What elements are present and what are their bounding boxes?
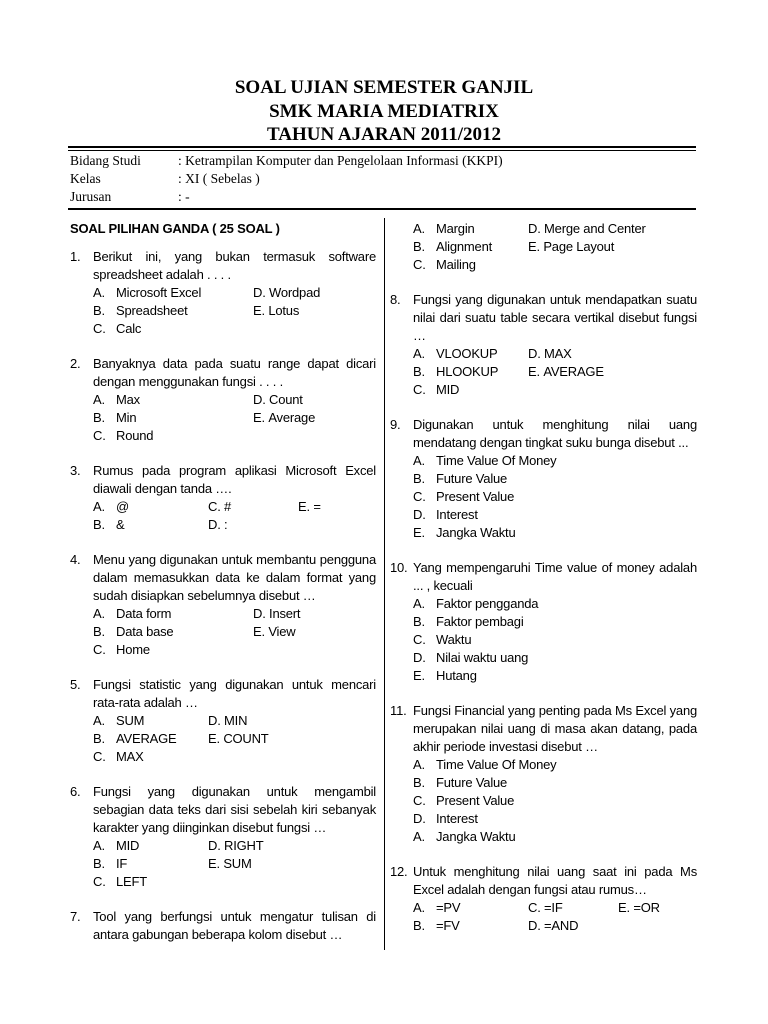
option-e[interactable]: E. Lotus (253, 303, 300, 318)
option-d[interactable]: D. Insert (253, 606, 301, 621)
question-text: Banyaknya data pada suatu range dapat dicari dengan menggunakan fungsi . . . . (93, 356, 376, 389)
option-e[interactable]: E. Jangka Waktu (413, 525, 516, 540)
question-number: 8. (390, 292, 401, 307)
left-column (70, 220, 376, 961)
option-d[interactable]: D. Wordpad (253, 285, 321, 300)
question-text: Tool yang berfungsi untuk mengatur tulisan di antara gabungan beberapa kolom disebut … (93, 909, 376, 942)
option-c[interactable]: C. Present Value (413, 793, 515, 808)
option-b[interactable]: B. HLOOKUP (413, 364, 499, 379)
option-b[interactable]: B. Spreadsheet (93, 303, 188, 318)
header-school: SMK MARIA MEDIATRIX (269, 100, 499, 122)
info-label: Kelas (70, 171, 101, 186)
question-number: 4. (70, 552, 81, 567)
option-c[interactable]: C. Calc (93, 321, 142, 336)
header-rule-thick (68, 146, 696, 148)
option-d[interactable]: D. MAX (528, 346, 572, 361)
question-9 (390, 416, 697, 542)
question-4 (70, 551, 376, 659)
question-11 (390, 702, 697, 846)
option-b[interactable]: B. Future Value (413, 775, 508, 790)
option-a[interactable]: A. Margin (413, 221, 475, 236)
option-b[interactable]: B. IF (93, 856, 128, 871)
option-a[interactable]: A. VLOOKUP (413, 346, 498, 361)
option-c[interactable]: C. MAX (93, 749, 144, 764)
question-text: Digunakan untuk menghitung nilai uang mendatang dengan tingkat suku bunga disebut ... (413, 417, 697, 450)
option-e[interactable]: E. = (298, 499, 321, 514)
header-title: SOAL UJIAN SEMESTER GANJIL (234, 77, 534, 98)
option-a[interactable]: A. =PV (413, 900, 461, 915)
question-text: Rumus pada program aplikasi Microsoft Excel diawali dengan tanda …. (93, 463, 376, 496)
option-a[interactable]: A. Faktor pengganda (413, 596, 539, 611)
option-c[interactable]: C. Mailing (413, 257, 476, 272)
question-12 (390, 863, 697, 935)
question-number: 10. (390, 560, 408, 575)
question-text: Fungsi Financial yang penting pada Ms Excel yang merupakan nilai uang di masa akan datang, pada akhir periode investasi disebut … (413, 703, 697, 754)
question-3 (70, 462, 376, 534)
option-a[interactable]: A. SUM (93, 713, 145, 728)
option-b[interactable]: B. Alignment (413, 239, 493, 254)
question-text: Fungsi yang digunakan untuk mengambil sebagian data teks dari sisi sebelah kiri sebanyak karakter yang diinginkan disebut fungsi … (93, 784, 376, 835)
option-d[interactable]: D. Merge and Center (528, 221, 646, 236)
option-b[interactable]: B. Min (93, 410, 137, 425)
option-c[interactable]: C. =IF (528, 900, 563, 915)
question-number: 2. (70, 356, 81, 371)
question-7 (70, 908, 376, 944)
option-e[interactable]: E. View (253, 624, 296, 639)
option-c[interactable]: C. Home (93, 642, 150, 657)
option-d[interactable]: D. Count (253, 392, 303, 407)
question-number: 11. (390, 703, 407, 718)
question-8 (390, 291, 697, 399)
exam-info (70, 152, 503, 206)
question-5 (70, 676, 376, 766)
option-b[interactable]: B. Future Value (413, 471, 508, 486)
question-1 (70, 248, 376, 338)
option-c[interactable]: C. # (208, 499, 232, 514)
header-year: TAHUN AJARAN 2011/2012 (267, 124, 501, 145)
question-number: 12. (390, 864, 408, 879)
option-e[interactable]: A. Jangka Waktu (413, 829, 516, 844)
option-a[interactable]: A. Max (93, 392, 140, 407)
info-label: Jurusan (70, 189, 112, 204)
question-text: Berikut ini, yang bukan termasuk software spreadsheet adalah . . . . (93, 249, 376, 282)
option-e[interactable]: E. COUNT (208, 731, 269, 746)
question-10 (390, 559, 697, 685)
question-text: Yang mempengaruhi Time value of money adalah ... , kecuali (413, 560, 697, 593)
question-text: Menu yang digunakan untuk membantu pengguna dalam memasukkan data ke dalam format yang sudah disiapkan sebelumnya disebut … (93, 552, 376, 603)
option-a[interactable]: A. @ (93, 499, 129, 514)
option-c[interactable]: C. LEFT (93, 874, 147, 889)
exam-header (0, 76, 768, 147)
option-c[interactable]: C. Present Value (413, 489, 515, 504)
option-d[interactable]: D. =AND (528, 918, 579, 933)
option-a[interactable]: A. Microsoft Excel (93, 285, 202, 300)
question-number: 1. (70, 249, 81, 264)
question-7-options (390, 220, 697, 274)
section-title: SOAL PILIHAN GANDA ( 25 SOAL ) (70, 221, 280, 236)
question-number: 5. (70, 677, 81, 692)
question-text: Fungsi statistic yang digunakan untuk mencari rata-rata adalah … (93, 677, 376, 710)
info-rule (68, 208, 696, 210)
option-c[interactable]: C. Waktu (413, 632, 472, 647)
option-a[interactable]: A. Time Value Of Money (413, 757, 557, 772)
question-number: 6. (70, 784, 81, 799)
option-b[interactable]: B. Data base (93, 624, 174, 639)
info-row-class (70, 170, 503, 188)
option-d[interactable]: D. RIGHT (208, 838, 264, 853)
option-a[interactable]: A. MID (93, 838, 140, 853)
option-e[interactable]: E. AVERAGE (528, 364, 604, 379)
info-value: : XI ( Sebelas ) (178, 171, 260, 186)
question-number: 7. (70, 909, 81, 924)
option-d[interactable]: D. Interest (413, 507, 478, 522)
option-a[interactable]: A. Data form (93, 606, 172, 621)
option-d[interactable]: D. Nilai waktu uang (413, 650, 529, 665)
option-d[interactable]: D. MIN (208, 713, 248, 728)
info-row-subject (70, 152, 503, 170)
option-e[interactable]: E. Page Layout (528, 239, 615, 254)
info-value: : Ketrampilan Komputer dan Pengelolaan Informasi (KKPI) (178, 153, 503, 168)
option-e[interactable]: E. Hutang (413, 668, 477, 683)
header-rule-thin (68, 150, 696, 151)
option-b[interactable]: B. Faktor pembagi (413, 614, 524, 629)
info-label: Bidang Studi (70, 153, 141, 168)
option-b[interactable]: B. & (93, 517, 125, 532)
option-d[interactable]: D. : (208, 517, 228, 532)
info-row-major (70, 188, 503, 206)
option-a[interactable]: A. Time Value Of Money (413, 453, 557, 468)
question-2 (70, 355, 376, 445)
option-e[interactable]: E. Average (253, 410, 316, 425)
question-text: Fungsi yang digunakan untuk mendapatkan suatu nilai dari suatu table secara vertikal disebut fungsi … (413, 292, 697, 343)
option-d[interactable]: D. Interest (413, 811, 478, 826)
info-value: : - (178, 189, 190, 204)
question-number: 9. (390, 417, 401, 432)
question-number: 3. (70, 463, 81, 478)
option-e[interactable]: E. =OR (618, 900, 660, 915)
option-c[interactable]: C. Round (93, 428, 154, 443)
option-b[interactable]: B. =FV (413, 918, 460, 933)
option-c[interactable]: C. MID (413, 382, 460, 397)
right-column (390, 220, 697, 952)
column-divider (384, 218, 385, 950)
option-e[interactable]: E. SUM (208, 856, 252, 871)
question-text: Untuk menghitung nilai uang saat ini pada Ms Excel adalah dengan fungsi atau rumus… (413, 864, 697, 897)
option-b[interactable]: B. AVERAGE (93, 731, 177, 746)
question-6 (70, 783, 376, 891)
